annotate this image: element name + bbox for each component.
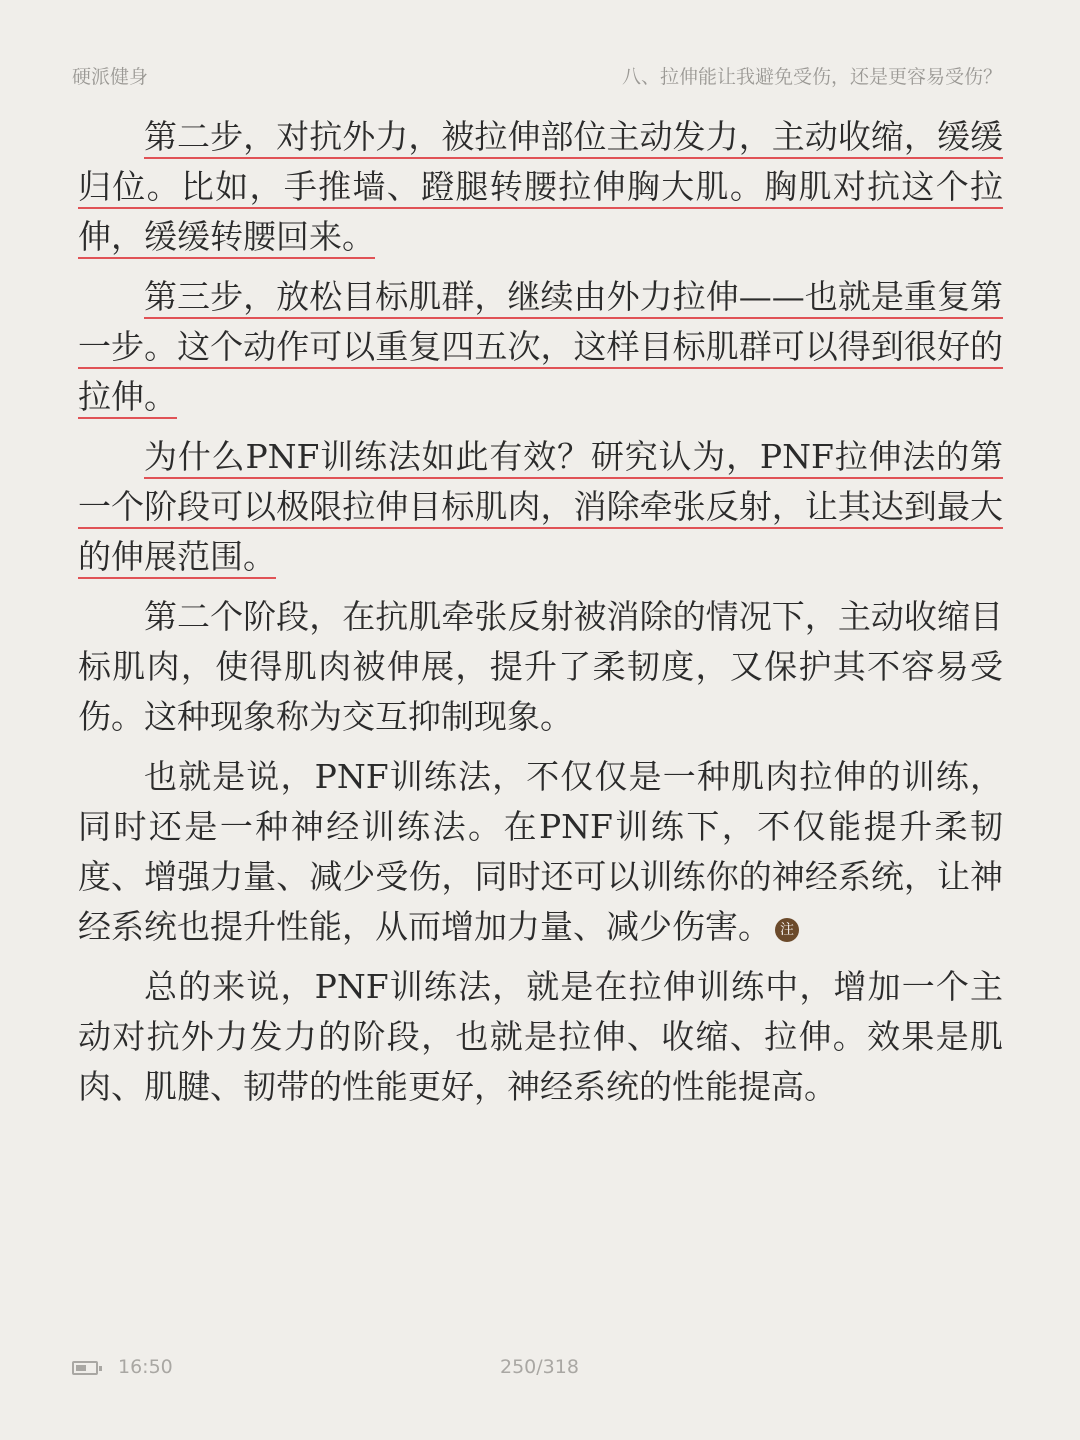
paragraph-highlighted[interactable] — [78, 112, 1003, 262]
paragraph-text: 也就是说，PNF训练法，不仅仅是一种肌肉拉伸的训练，同时还是一种神经训练法。在PNF训练下，不仅能提升柔韧度、增强力量、减少受伤，同时还可以训练你的神经系统，让神经系统也提升性能，从而增加力量、减少伤害。 — [78, 757, 1003, 946]
paragraph-highlighted[interactable] — [78, 432, 1003, 582]
paragraph[interactable] — [78, 962, 1003, 1112]
reading-content — [78, 112, 1003, 1122]
book-title: 硬派健身 — [72, 66, 149, 88]
paragraph[interactable] — [78, 752, 1003, 952]
paragraph-text: 总的来说，PNF训练法，就是在拉伸训练中，增加一个主动对抗外力发力的阶段，也就是拉伸、收缩、拉伸。效果是肌肉、肌腱、韧带的性能更好，神经系统的性能提高。 — [78, 967, 1003, 1106]
paragraph-text: 第二个阶段，在抗肌牵张反射被消除的情况下，主动收缩目标肌肉，使得肌肉被伸展，提升了柔韧度，又保护其不容易受伤。这种现象称为交互抑制现象。 — [78, 597, 1003, 736]
paragraph-highlighted[interactable] — [78, 272, 1003, 422]
status-time: 16:50 — [118, 1356, 173, 1378]
paragraph-text: 第二步，对抗外力，被拉伸部位主动发力，主动收缩，缓缓归位。比如，手推墙、蹬腿转腰拉伸胸大肌。胸肌对抗这个拉伸，缓缓转腰回来。 — [78, 117, 1003, 259]
chapter-title: 八、拉伸能让我避免受伤，还是更容易受伤？ — [621, 66, 1002, 88]
footnote-icon[interactable]: 注 — [775, 918, 799, 942]
paragraph-text: 为什么PNF训练法如此有效？研究认为，PNF拉伸法的第一个阶段可以极限拉伸目标肌肉，消除牵张反射，让其达到最大的伸展范围。 — [78, 437, 1003, 579]
battery-icon — [72, 1361, 98, 1375]
battery-level-fill — [76, 1365, 86, 1371]
paragraph-text: 第三步，放松目标肌群，继续由外力拉伸——也就是重复第一步。这个动作可以重复四五次，这样目标肌群可以得到很好的拉伸。 — [78, 277, 1003, 419]
paragraph[interactable] — [78, 592, 1003, 742]
reader-footer — [72, 1356, 1008, 1384]
page-indicator[interactable]: 250/318 — [500, 1356, 579, 1378]
reader-header — [72, 62, 1002, 98]
battery-nub — [99, 1366, 102, 1371]
